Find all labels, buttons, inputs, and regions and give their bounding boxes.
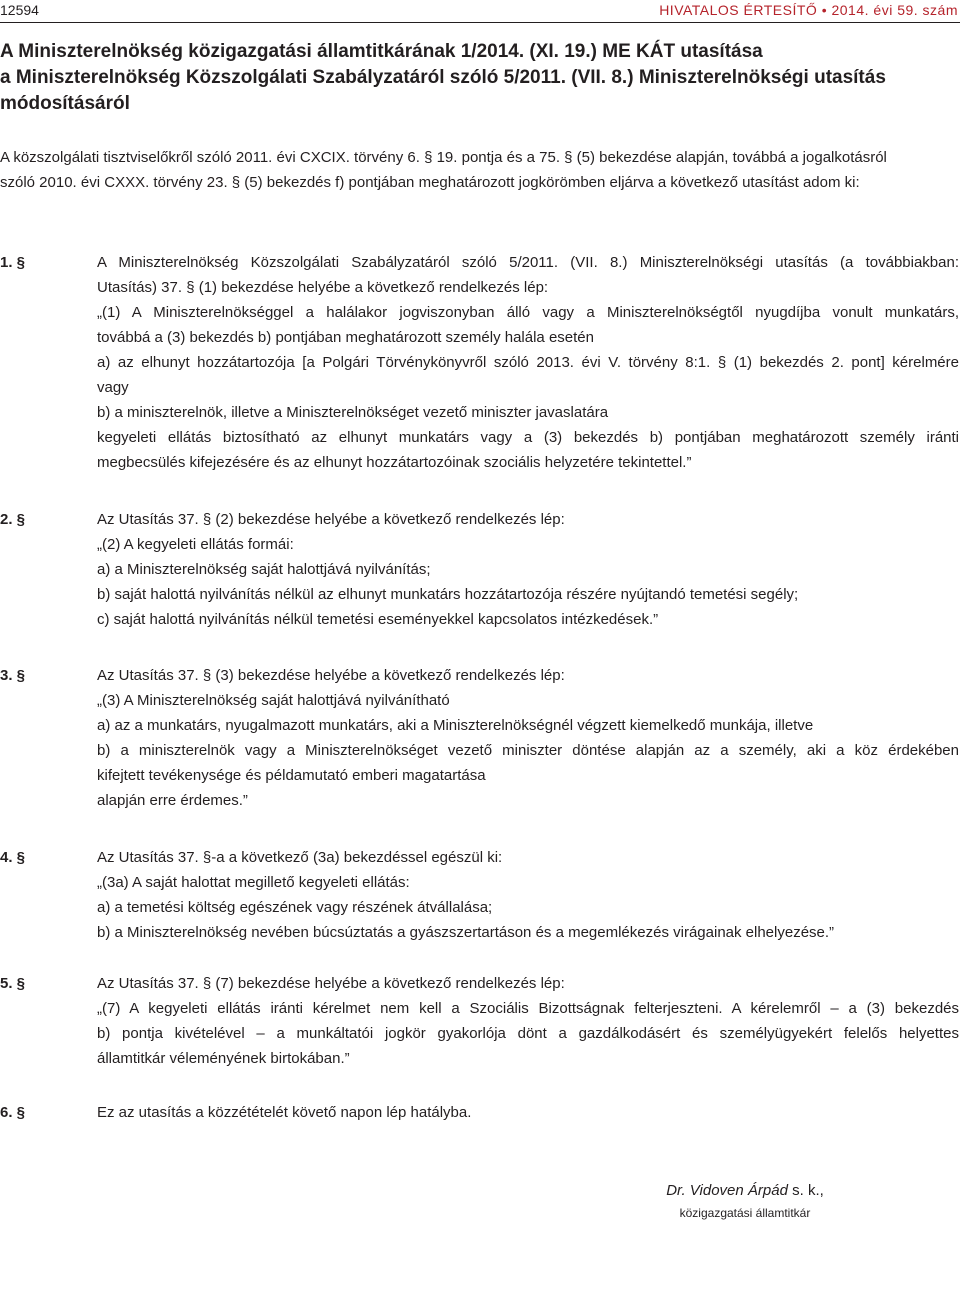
preamble-line: szóló 2010. évi CXXX. törvény 23. § (5) bekezdés f) pontjában meghatározott jogkörömben eljárva a következő utasítást adom ki: (0, 174, 860, 191)
section-number: 3. § (0, 667, 26, 684)
section-line: a) a Miniszterelnökség saját halottjává nyilvánítás; (97, 561, 431, 578)
section-line: megbecsülés kifejezésére és az elhunyt hozzátartozóinak szociális helyzetére tekintettel.” (97, 454, 692, 471)
section-line: Az Utasítás 37. § (7) bekezdése helyébe a következő rendelkezés lép: (97, 975, 565, 992)
section-body (97, 507, 959, 632)
section-line: államtitkár véleményének birtokában.” (97, 1050, 350, 1067)
section-line: b) pontja kivételével – a munkáltatói jogkör gyakorlója dönt a gazdálkodásért és személyügyekért felelős helyettes (97, 1025, 959, 1042)
section-number: 5. § (0, 975, 26, 992)
preamble (0, 145, 960, 195)
section-line: „(3a) A saját halottat megillető kegyeleti ellátás: (97, 874, 410, 891)
page-number: 12594 (0, 2, 39, 18)
section-line: „(1) A Miniszterelnökséggel a halálakor jogviszonyban álló vagy a Miniszterelnökségtől nyugdíjba vonult munkatárs, (97, 304, 959, 321)
section-line: Az Utasítás 37. § (3) bekezdése helyébe a következő rendelkezés lép: (97, 667, 565, 684)
signatory-name: Dr. Vidoven Árpád (666, 1182, 788, 1199)
section-line: b) a Miniszterelnökség nevében búcsúztatás a gyászszertartáson és a megemlékezés virágainak elhelyezése.” (97, 924, 835, 941)
section-line: kifejtett tevékenysége és példamutató emberi magatartása (97, 767, 486, 784)
section-body (97, 845, 959, 945)
section-line: „(2) A kegyeleti ellátás formái: (97, 536, 294, 553)
section-body (97, 663, 959, 813)
section-line: alapján erre érdemes.” (97, 792, 248, 809)
signatory-role: közigazgatási államtitkár (679, 1206, 811, 1220)
title-line: a Miniszterelnökség Közszolgálati Szabályzatáról szóló 5/2011. (VII. 8.) Miniszterelnökségi utasítás (0, 67, 886, 88)
signature-block (600, 1180, 890, 1222)
section-line: Ez az utasítás a közzétételét követő napon lép hatályba. (97, 1104, 472, 1121)
page-header (0, 1, 960, 23)
section-line: „(7) A kegyeleti ellátás iránti kérelmet nem kell a Szociális Bizottságnak felterjeszteni. A kérelemről – a (3) bekezdés (97, 1000, 959, 1017)
title-line: módosításáról (0, 93, 130, 114)
section-line: b) a miniszterelnök vagy a Miniszterelnökséget vezető miniszter döntése alapján az a személy, aki a köz érdekében (97, 742, 959, 759)
section-body (97, 971, 959, 1071)
section-line: Az Utasítás 37. §-a a következő (3a) bekezdéssel egészül ki: (97, 849, 503, 866)
section-line: továbbá a (3) bekezdés b) pontjában meghatározott személy halála esetén (97, 329, 594, 346)
section-line: a) a temetési költség egészének vagy részének átvállalása; (97, 899, 493, 916)
section-line: a) az elhunyt hozzátartozója [a Polgári Törvénykönyvről szóló 2013. évi V. törvény 8:1. § (1) bekezdés 2. pont] kérelmére (97, 354, 959, 371)
section-number: 4. § (0, 849, 26, 866)
section-number: 1. § (0, 254, 26, 271)
section-line: vagy (97, 379, 129, 396)
preamble-line: A közszolgálati tisztviselőkről szóló 2011. évi CXCIX. törvény 6. § 19. pontja és a 75. § (5) bekezdése alapján, továbbá a jogalkotásról (0, 149, 887, 166)
section-line: Az Utasítás 37. § (2) bekezdése helyébe a következő rendelkezés lép: (97, 511, 565, 528)
section-body (97, 1100, 959, 1125)
document-title (0, 39, 900, 117)
section-line: b) saját halottá nyilvánítás nélkül az elhunyt munkatárs hozzátartozója részére nyújtandó temetési segély; (97, 586, 799, 603)
section-line: A Miniszterelnökség Közszolgálati Szabályzatáról szóló 5/2011. (VII. 8.) Miniszterelnökségi utasítás (a továbbiakban: (97, 254, 959, 271)
signatory-suffix: s. k., (787, 1182, 824, 1199)
signatory-name-line (600, 1180, 890, 1202)
section-line: Utasítás) 37. § (1) bekezdése helyébe a következő rendelkezés lép: (97, 279, 549, 296)
journal-name: HIVATALOS ÉRTESÍTŐ (659, 2, 818, 18)
header-separator: • (821, 2, 828, 18)
title-line: A Miniszterelnökség közigazgatási államtitkárának 1/2014. (XI. 19.) ME KÁT utasítása (0, 41, 763, 62)
header-rule (0, 22, 960, 23)
section-line: a) az a munkatárs, nyugalmazott munkatárs, aki a Miniszterelnökségnél végzett kiemelkedő munkája, illetve (97, 717, 814, 734)
section-body (97, 250, 959, 475)
section-line: b) a miniszterelnök, illetve a Miniszterelnökséget vezető miniszter javaslatára (97, 404, 609, 421)
section-line: c) saját halottá nyilvánítás nélkül temetési eseményekkel kapcsolatos intézkedések.” (97, 611, 659, 628)
issue-number: 2014. évi 59. szám (831, 2, 958, 18)
section-line: kegyeleti ellátás biztosítható az elhunyt munkatárs vagy a (3) bekezdés b) pontjában meghatározott személy iránti (97, 429, 959, 446)
section-number: 6. § (0, 1104, 26, 1121)
section-number: 2. § (0, 511, 26, 528)
section-line: „(3) A Miniszterelnökség saját halottjává nyilvánítható (97, 692, 450, 709)
journal-issue (659, 1, 958, 19)
